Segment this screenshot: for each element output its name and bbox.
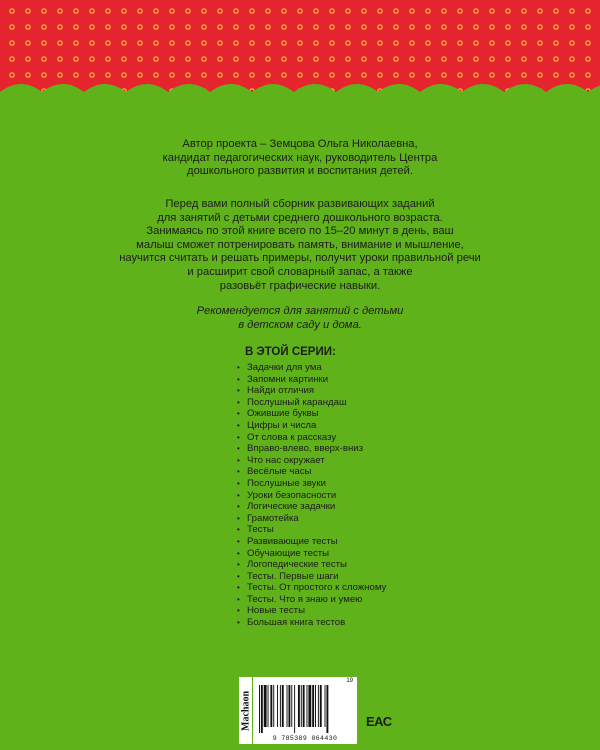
barcode-bar (259, 685, 260, 733)
series-item (237, 397, 386, 409)
barcode-bar (261, 685, 263, 733)
bullet-icon: • (237, 374, 240, 384)
bullet-icon: • (237, 490, 240, 500)
barcode-bar (303, 685, 305, 727)
barcode-bar (270, 685, 272, 727)
barcode-bar (287, 685, 288, 727)
barcode-bar (291, 685, 292, 727)
series-item (237, 420, 386, 432)
series-item (237, 443, 386, 455)
series-item-label: Послушный карандаш (247, 396, 347, 408)
series-list (237, 362, 386, 629)
eac-certification-mark: ЕАС (366, 714, 392, 729)
recommendation (0, 305, 600, 332)
series-item-label: Что нас окружает (247, 454, 325, 466)
recommendation-line: в детском саду и дома. (238, 318, 362, 331)
author-line: дошкольного развития и воспитания детей. (187, 165, 413, 178)
barcode-top-code: 19 (346, 678, 353, 684)
bullet-icon: • (237, 583, 240, 593)
series-item (237, 582, 386, 594)
barcode-bar (264, 685, 267, 727)
series-item-label: Послушные звуки (247, 477, 326, 489)
description-line: разовьёт графические навыки. (219, 279, 381, 292)
author-line: кандидат педагогических наук, руководитель Центра (162, 151, 438, 164)
publisher-name: Machaon (240, 690, 251, 731)
series-item-label: Цифры и числа (247, 419, 317, 431)
series-item-label: Весёлые часы (247, 466, 312, 478)
author-line: Автор проекта – Земцова Ольга Николаевна, (182, 138, 418, 150)
series-item (237, 548, 386, 560)
bullet-icon: • (237, 420, 240, 430)
author-info (0, 138, 600, 179)
series-item-label: Тесты (247, 524, 274, 536)
series-item (237, 408, 386, 420)
series-item (237, 432, 386, 444)
barcode-bar (308, 685, 311, 727)
description-line: научится считать и решать примеры, получит уроки правильной речи (119, 252, 481, 265)
bullet-icon: • (237, 525, 240, 535)
barcode-bar (320, 685, 322, 727)
barcode-bar (318, 685, 319, 727)
bullet-icon: • (237, 478, 240, 488)
bullet-icon: • (237, 606, 240, 616)
description-line: Занимаясь по этой книге всего по 15–20 минут в день, ваш (146, 225, 454, 238)
description-line: и расширит свой словарный запас, а также (187, 265, 413, 278)
bullet-icon: • (237, 467, 240, 477)
series-item-label: Большая книга тестов (247, 617, 346, 629)
barcode (253, 677, 357, 744)
bullet-icon: • (237, 386, 240, 396)
bullet-icon: • (237, 571, 240, 581)
series-item (237, 524, 386, 536)
bullet-icon: • (237, 455, 240, 465)
barcode-bar (301, 685, 302, 727)
barcode-bar (298, 685, 300, 727)
series-item (237, 559, 386, 571)
barcode-bar (326, 685, 328, 733)
series-item-label: Уроки безопасности (247, 489, 337, 501)
bullet-icon: • (237, 432, 240, 442)
series-item (237, 617, 386, 629)
barcode-bars (259, 685, 351, 733)
series-item (237, 594, 386, 606)
description-line: для занятий с детьми среднего дошкольного возраста. (157, 211, 443, 224)
barcode-bar (273, 685, 274, 727)
series-item-label: Новые тесты (247, 605, 305, 617)
series-item (237, 501, 386, 513)
recommendation-line: Рекомендуется для занятий с детьми (196, 305, 404, 317)
book-description (0, 198, 600, 293)
bullet-icon: • (237, 409, 240, 419)
series-item (237, 571, 386, 583)
series-item (237, 478, 386, 490)
bullet-icon: • (237, 397, 240, 407)
series-item-label: Логические задачки (247, 501, 336, 513)
series-item (237, 362, 386, 374)
series-heading: В ЭТОЙ СЕРИИ: (245, 346, 336, 358)
series-item-label: Логопедические тесты (247, 559, 347, 571)
series-item (237, 605, 386, 617)
series-item-label: Найди отличия (247, 385, 315, 397)
bullet-icon: • (237, 560, 240, 570)
series-item (237, 374, 386, 386)
barcode-bar (268, 685, 269, 727)
series-item-label: От слова к рассказу (247, 431, 337, 443)
series-item (237, 466, 386, 478)
barcode-digits: 9 785389 064430 (272, 735, 338, 742)
series-item (237, 490, 386, 502)
bullet-icon: • (237, 536, 240, 546)
bullet-icon: • (237, 502, 240, 512)
barcode-bar (307, 685, 308, 727)
bullet-icon: • (237, 444, 240, 454)
series-item-label: Обучающие тесты (247, 547, 330, 559)
series-item-label: Задачки для ума (247, 362, 322, 373)
publisher-logo (239, 677, 252, 744)
series-item-label: Развивающие тесты (247, 535, 338, 547)
barcode-bar (315, 685, 316, 727)
description-line: Перед вами полный сборник развивающих заданий (165, 198, 435, 210)
series-item (237, 513, 386, 525)
series-item (237, 385, 386, 397)
series-item (237, 536, 386, 548)
bullet-icon: • (237, 618, 240, 628)
barcode-bar (294, 685, 295, 733)
series-item-label: Тесты. Что я знаю и умею (247, 593, 363, 605)
series-item-label: Запомни картинки (247, 373, 329, 385)
series-item (237, 455, 386, 467)
barcode-bar (312, 685, 314, 727)
barcode-bar (288, 685, 290, 727)
bullet-icon: • (237, 513, 240, 523)
series-item-label: Вправо-влево, вверх-вниз (247, 443, 364, 455)
scalloped-edge (0, 70, 600, 110)
bullet-icon: • (237, 594, 240, 604)
series-item-label: Ожившие буквы (247, 408, 319, 420)
description-line: малыш сможет потренировать память, внимание и мышление, (136, 238, 464, 251)
series-item-label: Грамотейка (247, 512, 299, 524)
series-item-label: Тесты. Первые шаги (247, 570, 339, 582)
barcode-bar (277, 685, 278, 727)
barcode-bar (325, 685, 326, 727)
series-item-label: Тесты. От простого к сложному (247, 582, 387, 594)
barcode-bar (280, 685, 281, 727)
barcode-bar (282, 685, 284, 727)
bullet-icon: • (237, 548, 240, 558)
bullet-icon: • (237, 363, 240, 372)
